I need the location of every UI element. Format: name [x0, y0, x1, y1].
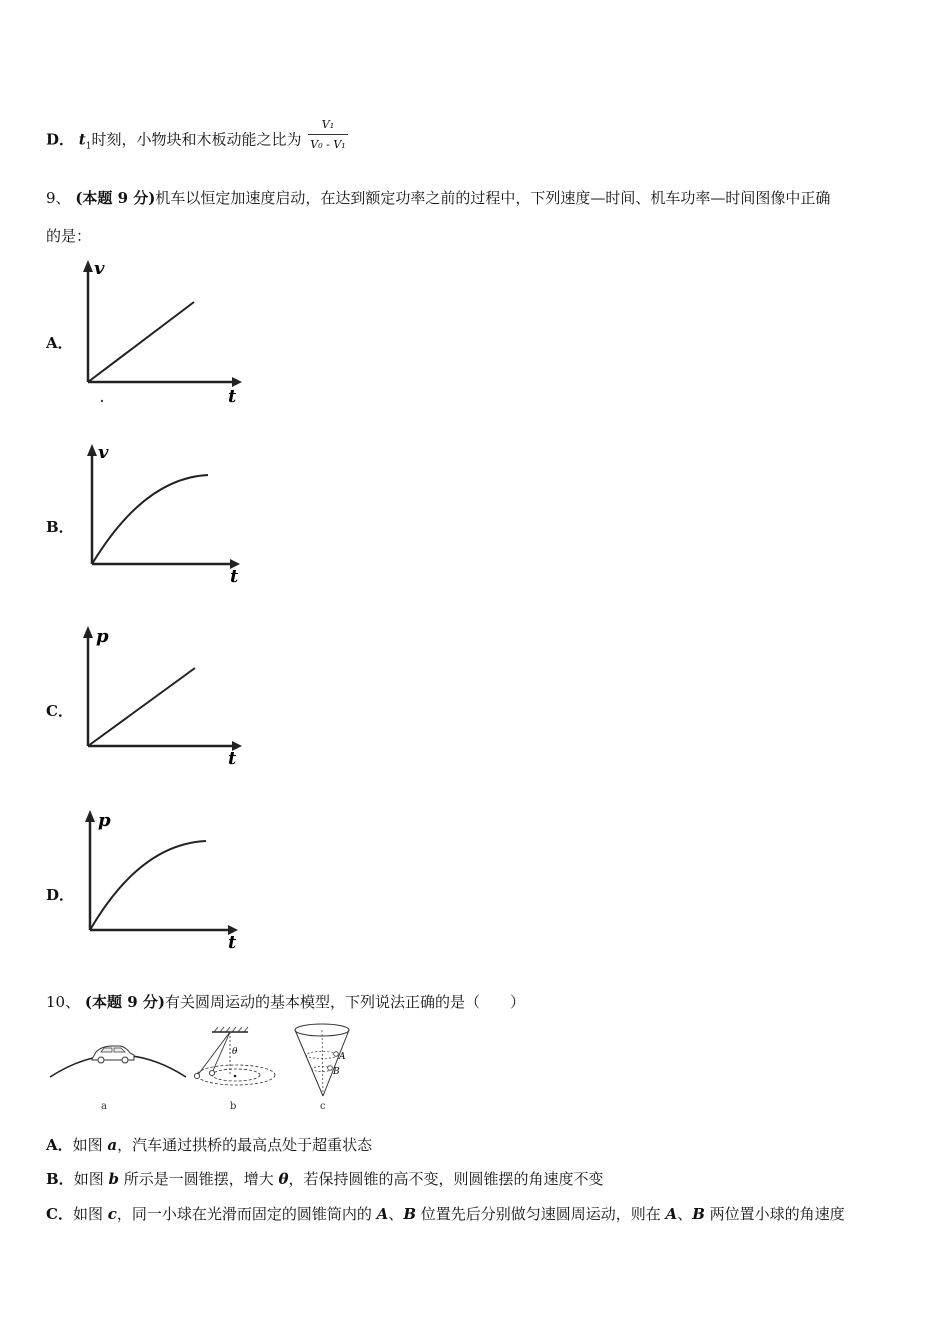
q10-text: 有关圆周运动的基本模型，下列说法正确的是（ ）	[164, 993, 525, 1011]
q10-option-a-text2: ，汽车通过拱桥的最高点处于超重状态	[117, 1136, 373, 1154]
label-b: B	[333, 1067, 340, 1077]
q8-option-d-label: D．	[46, 130, 75, 149]
q10-option-c-a2: A	[665, 1205, 678, 1223]
q10-option-b	[46, 1168, 604, 1189]
q8-option-d-sub: 1	[85, 141, 92, 152]
y-axis-label: v	[94, 258, 105, 279]
q10-option-a	[46, 1134, 372, 1155]
x-axis-label: t	[230, 566, 239, 587]
x-axis-label: t	[228, 748, 237, 769]
y-axis-arrow	[83, 626, 93, 638]
q9-option-b-graph	[72, 440, 252, 590]
q10-option-c-text2: ，同一小球在光滑而固定的圆锥筒内的	[116, 1205, 377, 1223]
q9-option-a-label: A．	[46, 334, 73, 352]
q10-figure-a	[46, 1035, 196, 1105]
label-a: A	[339, 1052, 346, 1062]
q9-option-c-graph	[70, 622, 250, 772]
q10-option-c-text1: 如图	[72, 1205, 108, 1223]
q10-option-c-b: B	[403, 1205, 416, 1223]
q10-option-b-text1: 如图	[73, 1170, 109, 1188]
q10-marks: (本题 9 分)	[84, 993, 165, 1011]
x-axis-label: t	[228, 386, 237, 407]
cone-left-side	[295, 1030, 323, 1096]
cone-axis	[322, 1030, 323, 1096]
q10-option-c-label: C．	[46, 1205, 73, 1223]
q10-option-c-text4: 两位置小球的角速度	[704, 1205, 845, 1223]
q10-option-b-text2: 所示是一圆锥摆，增大	[118, 1170, 279, 1188]
q10-question	[46, 991, 525, 1012]
ceiling-hatch	[214, 1027, 248, 1032]
q10-option-a-var: a	[107, 1136, 118, 1154]
q9-option-d-graph	[72, 806, 252, 956]
q10-option-c-text3: 位置先后分别做匀速圆周运动，则在	[416, 1205, 666, 1223]
y-axis-arrow	[85, 810, 95, 822]
q10-option-a-label: A．	[46, 1136, 73, 1154]
bob-2	[209, 1070, 214, 1075]
q10-option-c-a: A	[376, 1205, 389, 1223]
q9-option-b-label: B．	[46, 518, 74, 536]
q10-option-a-text1: 如图	[72, 1136, 108, 1154]
q8-option-d-text: 时刻，小物块和木板动能之比为	[91, 130, 302, 149]
y-axis-label: p	[96, 626, 109, 647]
q10-caption-c: c	[320, 1101, 326, 1112]
speck-dot	[101, 400, 103, 402]
q10-option-c-sep2: 、	[677, 1205, 693, 1223]
y-axis-label: p	[98, 810, 111, 831]
bob-1	[194, 1073, 199, 1078]
orbit-a	[306, 1052, 338, 1059]
orbit-inner	[212, 1069, 260, 1081]
power-line	[88, 668, 195, 746]
q10-figure-c	[290, 1020, 360, 1100]
q9-question-line2	[46, 225, 91, 246]
center-dot	[234, 1075, 237, 1078]
q10-caption-b: b	[230, 1101, 237, 1112]
q10-option-c-b2: B	[692, 1205, 705, 1223]
velocity-line	[88, 302, 194, 382]
q9-number: 9、	[46, 189, 71, 207]
y-axis-arrow	[87, 444, 97, 456]
q9-option-d-label: D．	[46, 886, 75, 904]
x-axis-label: t	[228, 932, 237, 953]
q10-option-b-var: b	[108, 1170, 119, 1188]
velocity-curve	[92, 475, 208, 564]
fraction-denominator: V₀ - V₁	[310, 138, 346, 151]
q9-question-line1	[46, 187, 830, 208]
q10-option-c	[46, 1203, 845, 1224]
cone-right-side	[323, 1030, 349, 1096]
y-axis-arrow	[83, 260, 93, 272]
q9-text-line1: 机车以恒定加速度启动，在达到额定功率之前的过程中，下列速度—时间、机车功率—时间图像中正确	[155, 189, 831, 207]
q9-text-line2: 的是：	[46, 227, 92, 245]
ball-a	[334, 1052, 339, 1057]
q9-option-a-graph	[70, 258, 250, 408]
q9-option-c-label: C．	[46, 702, 73, 720]
q10-option-b-label: B．	[46, 1170, 74, 1188]
q10-caption-a: a	[101, 1101, 107, 1112]
car-icon	[92, 1046, 134, 1063]
q10-figure-b	[186, 1024, 286, 1104]
fraction-numerator: V₁	[321, 118, 335, 131]
y-axis-label: v	[98, 442, 109, 463]
q8-ratio-fraction	[308, 118, 347, 151]
q9-marks: (本题 9 分)	[75, 189, 156, 207]
q10-option-c-sep: 、	[388, 1205, 404, 1223]
q10-option-c-var: c	[107, 1205, 117, 1223]
theta-label: θ	[232, 1047, 238, 1057]
q8-option-d	[46, 118, 348, 157]
power-curve	[90, 841, 206, 930]
q10-number: 10、	[46, 993, 81, 1011]
orbit-outer	[197, 1065, 275, 1085]
q10-option-b-text3: ，若保持圆锥的高不变，则圆锥摆的角速度不变	[288, 1170, 604, 1188]
q10-option-b-theta: θ	[278, 1170, 289, 1188]
ball-b	[328, 1066, 333, 1071]
q8-option-d-t: t	[78, 130, 86, 149]
